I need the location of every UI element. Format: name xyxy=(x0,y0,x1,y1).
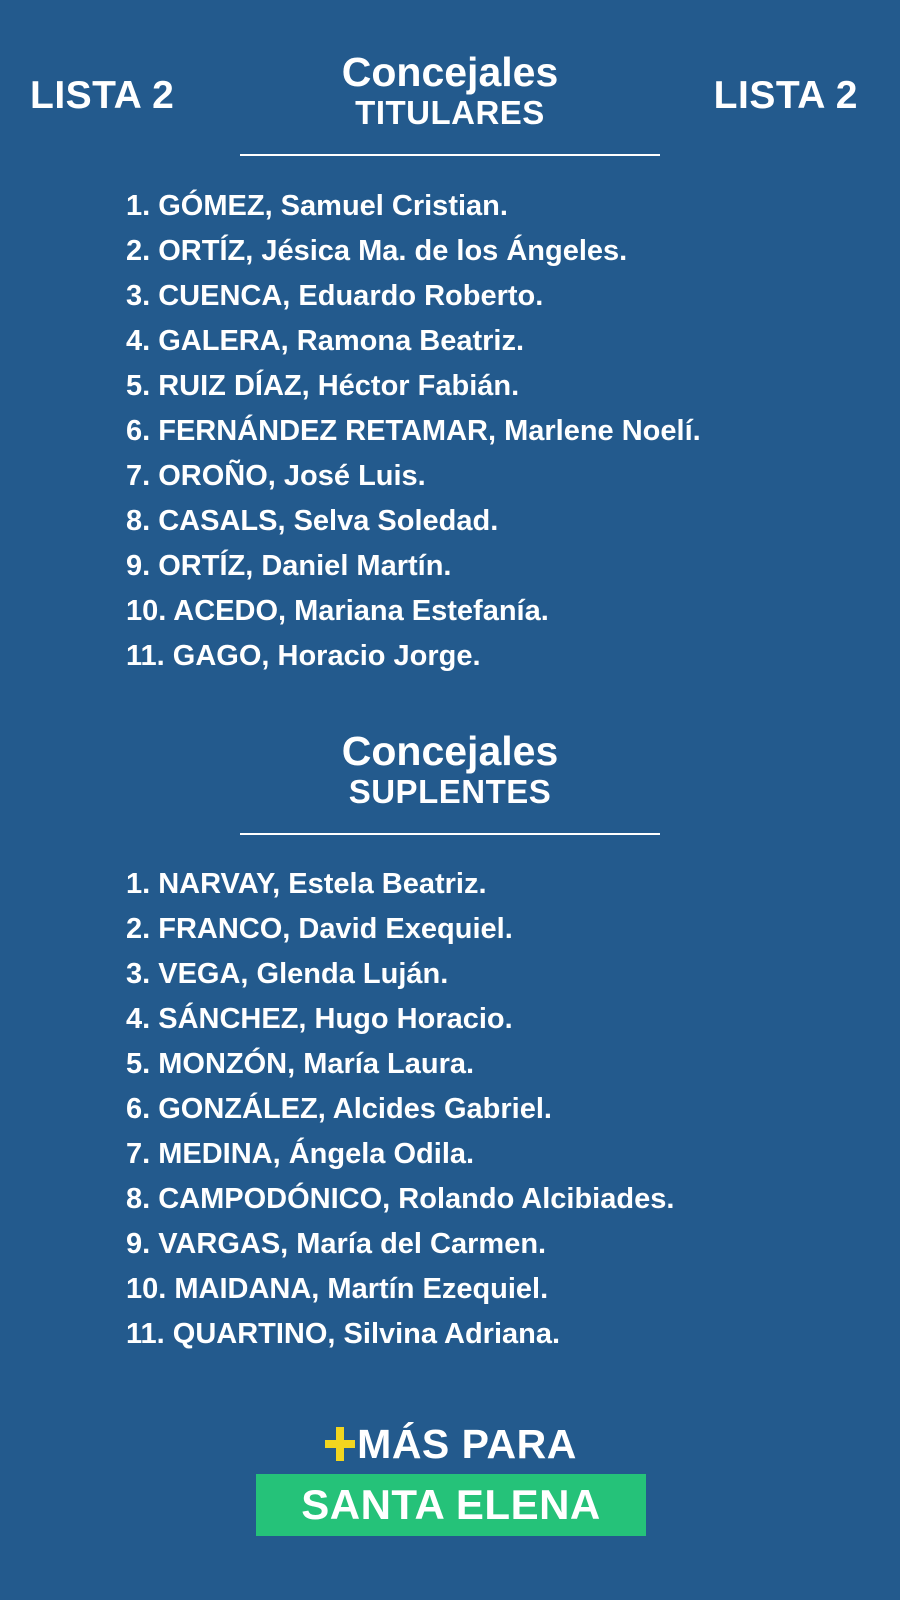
list-item: 7. OROÑO, José Luis. xyxy=(126,460,426,492)
logo-line2: SANTA ELENA xyxy=(256,1474,646,1536)
suplentes-list xyxy=(126,862,674,1357)
logo-line1: MÁS PARA xyxy=(357,1421,577,1467)
list-item: 9. VARGAS, María del Carmen. xyxy=(126,1228,547,1260)
list-item: 3. CUENCA, Eduardo Roberto. xyxy=(126,280,544,312)
list-item: 1. NARVAY, Estela Beatriz. xyxy=(126,868,487,900)
list-item: 3. VEGA, Glenda Luján. xyxy=(126,958,449,990)
titulares-subtitle: TITULARES xyxy=(355,94,545,131)
list-item: 2. ORTÍZ, Jésica Ma. de los Ángeles. xyxy=(126,235,628,267)
list-item: 9. ORTÍZ, Daniel Martín. xyxy=(126,550,452,582)
lista-left-label: LISTA 2 xyxy=(30,74,175,117)
list-item: 5. RUIZ DÍAZ, Héctor Fabián. xyxy=(126,370,520,402)
list-item: 4. SÁNCHEZ, Hugo Horacio. xyxy=(126,1003,513,1035)
list-item: 6. GONZÁLEZ, Alcides Gabriel. xyxy=(126,1093,552,1125)
list-item: 5. MONZÓN, María Laura. xyxy=(126,1048,475,1080)
list-item: 6. FERNÁNDEZ RETAMAR, Marlene Noelí. xyxy=(126,415,701,447)
plus-icon xyxy=(325,1427,355,1461)
suplentes-subtitle: SUPLENTES xyxy=(348,773,552,810)
titulares-divider xyxy=(240,154,660,156)
titulares-list xyxy=(126,184,701,679)
list-item: 7. MEDINA, Ángela Odila. xyxy=(126,1138,475,1170)
logo-top-row xyxy=(256,1418,646,1470)
list-item: 10. MAIDANA, Martín Ezequiel. xyxy=(126,1273,549,1305)
list-item: 2. FRANCO, David Exequiel. xyxy=(126,913,513,945)
suplentes-title: Concejales xyxy=(341,728,559,774)
list-item: 4. GALERA, Ramona Beatriz. xyxy=(126,325,525,357)
list-item: 1. GÓMEZ, Samuel Cristian. xyxy=(126,190,508,222)
party-logo xyxy=(256,1418,646,1536)
suplentes-divider xyxy=(240,833,660,835)
list-item: 8. CASALS, Selva Soledad. xyxy=(126,505,499,537)
list-item: 8. CAMPODÓNICO, Rolando Alcibiades. xyxy=(126,1183,675,1215)
list-item: 11. GAGO, Horacio Jorge. xyxy=(126,640,481,672)
list-item: 10. ACEDO, Mariana Estefanía. xyxy=(126,595,549,627)
lista-right-label: LISTA 2 xyxy=(713,74,858,117)
list-item: 11. QUARTINO, Silvina Adriana. xyxy=(126,1318,561,1350)
suplentes-heading xyxy=(0,729,900,811)
titulares-heading xyxy=(0,50,900,132)
titulares-title: Concejales xyxy=(341,49,559,95)
